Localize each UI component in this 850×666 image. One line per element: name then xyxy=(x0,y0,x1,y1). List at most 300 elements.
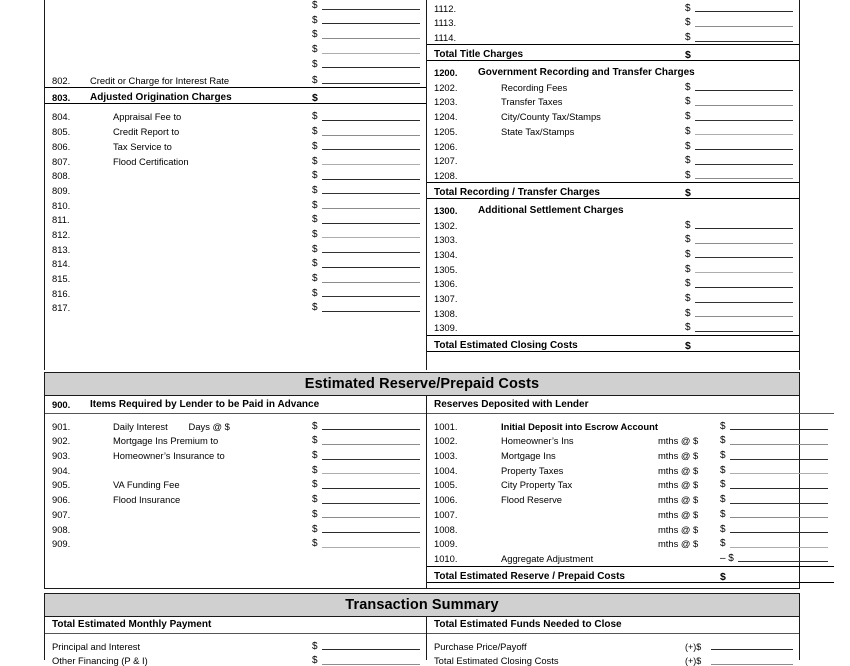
monthly-payment-heading xyxy=(45,617,426,634)
amount-rule xyxy=(730,488,828,489)
amount-rule xyxy=(322,282,420,283)
amount-field[interactable] xyxy=(685,323,793,333)
origination-line-items xyxy=(45,108,426,314)
line-item-row[interactable] xyxy=(427,535,834,550)
line-item-row[interactable] xyxy=(427,432,834,447)
amount-rule xyxy=(322,223,420,224)
total-estimated-reserve-prepaid-row xyxy=(427,566,834,583)
amount-field[interactable] xyxy=(685,279,793,289)
amount-field[interactable] xyxy=(312,510,420,520)
line-label: Other Financing (P & I) xyxy=(52,655,148,666)
dollar-sign: $ xyxy=(312,58,318,70)
amount-field[interactable] xyxy=(312,289,420,299)
line-item-row[interactable] xyxy=(45,255,426,270)
amount-field[interactable] xyxy=(685,112,793,122)
monthly-payment-items xyxy=(45,637,426,666)
dollar-sign: $ xyxy=(685,293,691,304)
amount-field[interactable] xyxy=(720,554,828,564)
line-item-row[interactable] xyxy=(427,319,799,334)
dollar-sign: $ xyxy=(312,126,318,138)
amount-field[interactable] xyxy=(685,83,793,93)
line-label: City Property Tax xyxy=(501,479,573,491)
dollar-sign: $ xyxy=(312,170,318,182)
dollar-sign: $ xyxy=(719,538,726,550)
amount-field[interactable] xyxy=(685,171,793,181)
amount-field[interactable] xyxy=(312,142,420,152)
origination-charges-column xyxy=(45,0,426,370)
amount-field[interactable] xyxy=(312,201,420,211)
line-number: 1010. xyxy=(434,552,458,564)
funds-to-close-row[interactable] xyxy=(427,652,799,666)
line-number: 802. xyxy=(52,74,71,86)
amount-field[interactable] xyxy=(720,539,828,549)
line-number: 811. xyxy=(52,214,70,226)
line-label: Purchase Price/Payoff xyxy=(434,640,527,652)
amount-field[interactable] xyxy=(312,303,420,313)
months-at-rate-field[interactable]: mths @ $ xyxy=(657,464,699,476)
months-at-rate-field[interactable]: mths @ $ xyxy=(657,435,699,447)
amount-field[interactable] xyxy=(720,525,828,535)
amount-field[interactable] xyxy=(312,16,420,26)
dollar-sign: $ xyxy=(312,243,318,255)
line-number: 906. xyxy=(52,494,71,506)
amount-field[interactable] xyxy=(685,341,793,351)
amount-rule xyxy=(695,257,793,258)
amount-field[interactable] xyxy=(685,294,793,304)
line-number: 1305. xyxy=(434,263,458,275)
section-1200-heading xyxy=(427,61,799,78)
amount-field[interactable] xyxy=(312,157,420,167)
line-item-row[interactable] xyxy=(427,275,799,290)
line-number: 808. xyxy=(52,170,71,182)
line-number: 1001. xyxy=(434,420,458,432)
recording-line-items xyxy=(427,78,799,181)
dollar-sign: $ xyxy=(719,494,726,506)
dollar-sign: $ xyxy=(685,307,691,319)
line-number: 1112. xyxy=(434,2,457,14)
funds-to-close-heading xyxy=(427,617,799,634)
line-item-row[interactable] xyxy=(45,535,426,550)
line-number: 809. xyxy=(52,184,71,196)
line-item-row[interactable] xyxy=(45,461,426,476)
line-item-row[interactable] xyxy=(427,289,799,304)
blank-charge-row[interactable] xyxy=(45,55,426,70)
line-number: 813. xyxy=(52,243,71,255)
months-at-rate-field[interactable]: mths @ $ xyxy=(657,508,699,520)
amount-field[interactable] xyxy=(720,480,828,490)
dollar-sign: $ xyxy=(685,169,691,181)
amount-field[interactable] xyxy=(720,572,828,582)
amount-rule xyxy=(322,664,420,665)
line-number: 1302. xyxy=(434,219,458,231)
amount-rule xyxy=(730,473,828,474)
monthly-payment-row[interactable] xyxy=(45,652,426,666)
amount-field[interactable] xyxy=(685,142,793,152)
amount-rule xyxy=(730,517,828,518)
line-label: Appraisal Fee to xyxy=(113,111,182,123)
amount-field[interactable] xyxy=(312,112,420,122)
line-number: 1205. xyxy=(434,125,458,137)
line-item-row[interactable] xyxy=(427,122,799,137)
monthly-payment-column xyxy=(45,617,426,666)
line-item-row[interactable] xyxy=(45,476,426,491)
dollar-sign: $ xyxy=(312,74,318,86)
amount-field[interactable] xyxy=(312,230,420,240)
funds-to-close-items xyxy=(427,637,799,666)
months-at-rate-field[interactable]: mths @ $ xyxy=(657,523,699,535)
dollar-sign: $ xyxy=(685,17,691,29)
amount-field[interactable] xyxy=(685,309,793,319)
line-item-row[interactable] xyxy=(427,166,799,181)
dollar-sign: $ xyxy=(312,214,318,226)
line-803-adjusted-origination-charges xyxy=(45,87,426,104)
dollar-sign: $ xyxy=(312,155,318,167)
amount-field[interactable] xyxy=(685,642,793,652)
amount-rule xyxy=(695,164,793,165)
months-at-rate-field[interactable]: mths @ $ xyxy=(657,450,699,462)
dollar-sign: $ xyxy=(685,2,691,14)
amount-rule xyxy=(322,547,420,548)
amount-rule xyxy=(322,149,420,150)
total-estimated-closing-costs-row xyxy=(427,335,799,352)
amount-rule xyxy=(322,83,420,84)
dollar-sign: $ xyxy=(685,81,691,93)
amount-rule xyxy=(322,311,420,312)
line-number: 1306. xyxy=(434,278,458,290)
line-item-row[interactable] xyxy=(427,216,799,231)
line-item-row[interactable] xyxy=(45,240,426,255)
amount-rule xyxy=(322,164,420,165)
dollar-sign: $ xyxy=(685,49,691,62)
line-number: 1207. xyxy=(434,155,458,167)
line-label: Principal and Interest xyxy=(52,640,141,652)
amount-field[interactable] xyxy=(685,235,793,245)
amount-field[interactable] xyxy=(312,186,420,196)
line-item-row[interactable] xyxy=(427,78,799,93)
line-item-row[interactable] xyxy=(45,108,426,123)
line-item-row[interactable] xyxy=(427,520,834,535)
dollar-sign: $ xyxy=(312,523,318,535)
band-title: Transaction Summary xyxy=(345,597,499,613)
line-number: 1308. xyxy=(434,307,458,319)
dollar-sign: $ xyxy=(312,508,318,520)
line-number: 1304. xyxy=(434,248,458,260)
funds-to-close-row[interactable] xyxy=(427,637,799,652)
line-item-row[interactable] xyxy=(427,476,834,491)
line-number: 810. xyxy=(52,199,71,211)
total-title-charges-row xyxy=(427,44,799,61)
line-item-row[interactable] xyxy=(45,417,426,432)
line-item-row[interactable] xyxy=(427,231,799,246)
dollar-sign: $ xyxy=(312,420,318,432)
line-label: Initial Deposit into Escrow Account xyxy=(501,420,658,432)
line-number: 805. xyxy=(52,126,71,138)
line-number: 1002. xyxy=(434,435,458,447)
amount-rule xyxy=(730,444,828,445)
line-label: VA Funding Fee xyxy=(113,479,180,491)
amount-field[interactable] xyxy=(685,221,793,231)
amount-field[interactable] xyxy=(312,539,420,549)
section-900-heading xyxy=(45,396,426,414)
total-recording-transfer-charges-row xyxy=(427,182,799,199)
dollar-sign: $ xyxy=(312,538,318,550)
amount-rule xyxy=(322,53,420,54)
line-number: 814. xyxy=(52,258,71,270)
amount-field[interactable] xyxy=(312,245,420,255)
monthly-payment-row[interactable] xyxy=(45,637,426,652)
advance-line-items xyxy=(45,417,426,549)
amount-rule xyxy=(695,105,793,106)
line-label: Credit Report to xyxy=(113,126,180,138)
amount-field[interactable] xyxy=(685,18,793,28)
transaction-summary-panel xyxy=(44,617,800,666)
line-item-row[interactable] xyxy=(45,196,426,211)
amount-field[interactable] xyxy=(685,250,793,260)
line-label: Aggregate Adjustment xyxy=(501,552,594,564)
line-item-row[interactable] xyxy=(45,167,426,182)
amount-field[interactable] xyxy=(685,188,793,198)
amount-rule xyxy=(695,120,793,121)
line-item-row[interactable] xyxy=(45,284,426,299)
line-item-row[interactable] xyxy=(427,245,799,260)
line-item-row[interactable] xyxy=(45,152,426,167)
dollar-sign: $ xyxy=(312,199,318,211)
amount-rule xyxy=(322,120,420,121)
dollar-sign: $ xyxy=(685,234,691,246)
amount-field[interactable] xyxy=(312,127,420,137)
dollar-sign: $ xyxy=(685,248,691,260)
total-label: Total Recording / Transfer Charges xyxy=(434,186,600,198)
line-item-row[interactable] xyxy=(45,432,426,447)
line-number: 1005. xyxy=(434,479,458,491)
amount-rule xyxy=(322,429,420,430)
amount-field[interactable] xyxy=(312,93,420,103)
dollar-sign: $ xyxy=(719,570,726,583)
dollar-sign: $ xyxy=(312,302,318,314)
amount-field[interactable] xyxy=(312,171,420,181)
line-label: State Tax/Stamps xyxy=(501,125,575,137)
amount-field[interactable] xyxy=(720,466,828,476)
line-label: Tax Service to xyxy=(113,140,172,152)
line-802-credit-or-charge[interactable] xyxy=(45,70,426,86)
amount-rule xyxy=(695,316,793,317)
amount-field[interactable] xyxy=(720,495,828,505)
line-item-row[interactable] xyxy=(427,28,799,43)
amount-field[interactable] xyxy=(685,33,793,43)
line-number: 812. xyxy=(52,228,71,240)
dollar-sign: $ xyxy=(685,32,691,44)
line-item-row[interactable] xyxy=(45,137,426,152)
line-item-row[interactable] xyxy=(427,446,834,461)
line-item-row[interactable] xyxy=(427,490,834,505)
amount-field[interactable] xyxy=(312,1,420,11)
line-item-row[interactable] xyxy=(427,461,834,476)
amount-field[interactable] xyxy=(312,215,420,225)
dollar-sign: $ xyxy=(719,479,726,491)
amount-field[interactable] xyxy=(685,50,793,60)
line-item-row[interactable] xyxy=(45,299,426,314)
line-label: City/County Tax/Stamps xyxy=(501,111,601,123)
transaction-summary-band xyxy=(44,593,800,617)
amount-rule xyxy=(730,429,828,430)
amount-field[interactable] xyxy=(312,436,420,446)
amount-field[interactable] xyxy=(312,30,420,40)
line-label: Mortgage Ins Premium to xyxy=(113,435,219,447)
amount-field[interactable] xyxy=(312,76,420,86)
amount-field[interactable] xyxy=(312,656,420,666)
amount-field[interactable] xyxy=(685,97,793,107)
amount-field[interactable] xyxy=(720,422,828,432)
amount-rule xyxy=(322,193,420,194)
line-number: 817. xyxy=(52,302,71,314)
amount-field[interactable] xyxy=(685,127,793,137)
amount-field[interactable] xyxy=(720,436,828,446)
line-number: 1113. xyxy=(434,17,457,29)
dollar-sign: $ xyxy=(312,494,318,506)
amount-field[interactable] xyxy=(312,45,420,55)
line-item-row[interactable] xyxy=(427,14,799,29)
dollar-sign: $ xyxy=(719,450,726,462)
amount-field[interactable] xyxy=(312,525,420,535)
months-at-rate-field[interactable]: mths @ $ xyxy=(657,479,699,491)
amount-field[interactable] xyxy=(312,422,420,432)
line-number: 816. xyxy=(52,287,71,299)
months-at-rate-field[interactable]: mths @ $ xyxy=(657,494,699,506)
line-item-row[interactable] xyxy=(45,181,426,196)
dollar-sign: $ xyxy=(685,186,691,199)
amount-field[interactable] xyxy=(720,451,828,461)
line-number: 903. xyxy=(52,450,71,462)
line-number: 905. xyxy=(52,479,71,491)
section-label: Reserves Deposited with Lender xyxy=(434,399,589,410)
dollar-sign: $ xyxy=(312,479,318,491)
reserve-line-items xyxy=(427,417,834,564)
dollar-sign: $ xyxy=(312,184,318,196)
dollar-sign: $ xyxy=(685,263,691,275)
amount-field[interactable] xyxy=(312,60,420,70)
line-number: 1114. xyxy=(434,32,457,44)
line-item-row[interactable] xyxy=(45,490,426,505)
line-number: 1203. xyxy=(434,96,458,108)
amount-rule xyxy=(738,561,828,562)
amount-field[interactable] xyxy=(685,156,793,166)
amount-rule xyxy=(322,9,420,10)
reserves-deposited-column xyxy=(426,396,834,588)
line-item-row[interactable] xyxy=(45,122,426,137)
plus-dollar-sign: (+)$ xyxy=(685,656,702,666)
amount-field[interactable] xyxy=(312,466,420,476)
line-label: Total Estimated Closing Costs xyxy=(434,655,559,666)
section-number: 900. xyxy=(52,399,71,410)
blank-charge-row[interactable] xyxy=(45,40,426,55)
section-number: 1200. xyxy=(434,67,458,79)
amount-field[interactable] xyxy=(312,259,420,269)
line-number: 1206. xyxy=(434,140,458,152)
amount-field[interactable] xyxy=(312,642,420,652)
dollar-sign: $ xyxy=(719,420,726,432)
line-number: 1008. xyxy=(434,523,458,535)
amount-field[interactable] xyxy=(312,451,420,461)
amount-rule xyxy=(322,179,420,180)
amount-rule xyxy=(322,252,420,253)
amount-field[interactable] xyxy=(685,4,793,14)
line-item-row[interactable] xyxy=(45,520,426,535)
line-label: Flood Certification xyxy=(113,155,189,167)
section-label: Total Estimated Funds Needed to Close xyxy=(434,619,622,630)
dollar-sign: $ xyxy=(719,464,726,476)
blank-charge-row[interactable] xyxy=(45,26,426,41)
line-item-row[interactable] xyxy=(45,505,426,520)
line-item-row[interactable] xyxy=(427,137,799,152)
line-label: Property Taxes xyxy=(501,464,564,476)
blank-charge-row[interactable] xyxy=(45,11,426,26)
line-label: Homeowner’s Insurance to xyxy=(113,450,225,462)
amount-field[interactable] xyxy=(685,265,793,275)
line-item-row[interactable] xyxy=(45,269,426,284)
amount-rule xyxy=(695,228,793,229)
line-number: 804. xyxy=(52,111,71,123)
amount-field[interactable] xyxy=(685,656,793,666)
dollar-sign: $ xyxy=(312,0,318,11)
total-label: Total Estimated Closing Costs xyxy=(434,340,578,352)
blank-charge-row[interactable] xyxy=(45,0,426,11)
line-item-row[interactable] xyxy=(45,446,426,461)
line-number: 1009. xyxy=(434,538,458,550)
amount-field[interactable] xyxy=(312,480,420,490)
amount-rule xyxy=(730,532,828,533)
section-label: Items Required by Lender to be Paid in Advance xyxy=(90,399,320,410)
line-item-row[interactable] xyxy=(427,304,799,319)
line-item-row[interactable] xyxy=(45,211,426,226)
section-label: Additional Settlement Charges xyxy=(478,204,624,216)
dollar-sign: $ xyxy=(685,96,691,108)
amount-rule xyxy=(322,473,420,474)
line-number: 806. xyxy=(52,140,71,152)
line-item-row[interactable] xyxy=(427,260,799,275)
funds-to-close-column xyxy=(426,617,799,666)
band-title: Estimated Reserve/Prepaid Costs xyxy=(304,376,540,392)
amount-rule xyxy=(695,302,793,303)
amount-rule xyxy=(695,134,793,135)
amount-rule xyxy=(322,459,420,460)
dollar-sign: $ xyxy=(312,44,318,56)
line-item-row[interactable] xyxy=(427,107,799,122)
estimated-reserve-prepaid-band xyxy=(44,372,800,396)
additional-settlement-line-items xyxy=(427,216,799,334)
line-item-row[interactable] xyxy=(427,93,799,108)
amount-field[interactable] xyxy=(312,274,420,284)
dollar-sign: $ xyxy=(719,435,726,447)
line-item-row[interactable] xyxy=(427,549,834,564)
line-item-row[interactable] xyxy=(45,225,426,240)
amount-field[interactable] xyxy=(720,510,828,520)
amount-rule xyxy=(322,38,420,39)
line-number: 807. xyxy=(52,155,71,167)
dollar-sign: $ xyxy=(685,140,691,152)
line-item-row[interactable] xyxy=(427,0,799,14)
amount-field[interactable] xyxy=(312,495,420,505)
line-label: Recording Fees xyxy=(501,81,568,93)
months-at-rate-field[interactable]: mths @ $ xyxy=(657,538,699,550)
line-number: 1307. xyxy=(434,293,458,304)
total-label: Total Estimated Reserve / Prepaid Costs xyxy=(434,570,625,582)
dollar-sign: $ xyxy=(312,450,318,462)
line-item-row[interactable] xyxy=(427,505,834,520)
amount-rule xyxy=(695,331,793,332)
line-label: Mortgage Ins xyxy=(501,450,556,462)
line-item-row[interactable] xyxy=(427,152,799,167)
line-item-row[interactable] xyxy=(427,417,834,432)
